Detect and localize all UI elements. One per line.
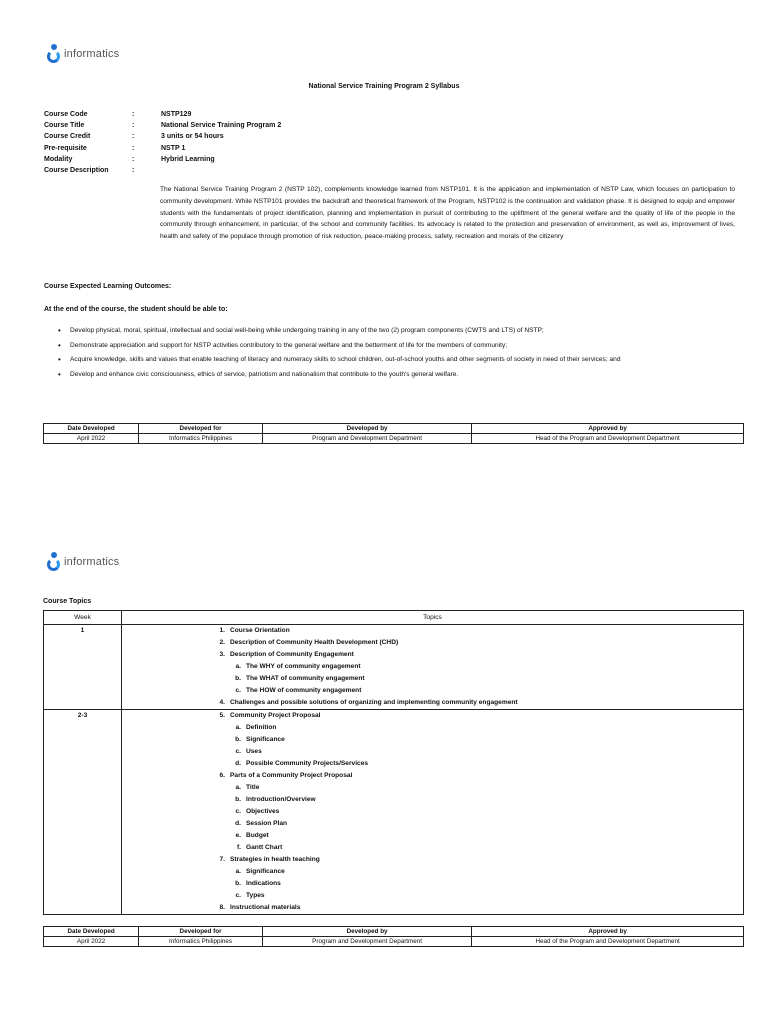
list-item-text: Title <box>246 784 260 791</box>
informatics-logo <box>46 44 119 64</box>
list-item: • Acquire knowledge, skills and values that enable teaching of literacy and numeracy skills to school children, out-of-school youths and other segments of society in need of their services; and <box>56 354 736 366</box>
list-item-number: b. <box>235 675 241 682</box>
info-colon: : <box>132 155 135 163</box>
informatics-logo-icon <box>46 44 62 64</box>
course-info-row <box>44 165 281 176</box>
table-cell: April 2022 <box>44 434 139 444</box>
list-item-number: 7. <box>219 856 225 863</box>
table-cell: Head of the Program and Development Department <box>472 937 744 947</box>
list-item-number: 5. <box>219 712 225 719</box>
table-header: Date Developed <box>44 424 139 434</box>
list-item-text: Budget <box>246 832 269 839</box>
list-item <box>214 854 743 866</box>
info-value: NSTP129 <box>161 111 192 119</box>
table-header: Approved by <box>472 927 744 937</box>
table-header: Developed by <box>262 424 471 434</box>
list-item-number: 8. <box>219 904 225 911</box>
info-label: Course Description <box>44 167 109 175</box>
list-item-text: Significance <box>246 868 285 875</box>
course-info-row <box>44 120 281 131</box>
list-item-number: 3. <box>219 651 225 658</box>
topics-title: Course Topics <box>43 598 92 605</box>
list-item-text: Instructional materials <box>230 904 301 911</box>
informatics-logo <box>46 552 119 572</box>
list-item-number: 1. <box>219 627 225 634</box>
logo-text: informatics <box>64 556 120 568</box>
list-item-number: 4. <box>219 699 225 706</box>
table-cell: Program and Development Department <box>262 434 471 444</box>
list-item <box>214 878 743 890</box>
list-item-number: c. <box>235 892 241 899</box>
table-header: Developed for <box>139 424 263 434</box>
table-cell: Informatics Philippines <box>139 937 263 947</box>
list-item-text: Gantt Chart <box>246 844 283 851</box>
list-item-text: Course Orientation <box>230 627 290 634</box>
list-item-text: Objectives <box>246 808 280 815</box>
table-cell: Informatics Philippines <box>139 434 263 444</box>
table-header: Week <box>44 611 122 625</box>
list-item-text: Indications <box>246 880 281 887</box>
list-item-text: Description of Community Engagement <box>230 651 354 658</box>
info-label: Course Title <box>44 122 85 130</box>
list-item-number: c. <box>235 808 241 815</box>
list-item <box>214 866 743 878</box>
list-item-number: a. <box>235 868 241 875</box>
table-header: Topics <box>122 611 744 625</box>
course-description: The National Service Training Program 2 (NSTP 102), complements knowledge learned from NSTP101. It is the application and implementation of NSTP Law, which focuses on participation to community development. While NSTP101 provides the backdraft and theoretical framework of the Program, NSTP102 is the continuation and validation phase. It is designed to equip and empower students with the fundamentals of project identification, planning and implementation in pursuit of contributing to the upliftment of the general welfare and the quality of life of the people in the community through enhancement, in particular, of the school and community facilities. Its advocacy is related to the protection and preservation of environment, as well as, improvement of lives, health and safety of the populace through promotion of risk reduction, peace-making process, safety, recreation and morals of the citizenry <box>160 186 735 241</box>
topics-cell <box>122 710 744 915</box>
list-item <box>214 722 743 734</box>
outcomes-title: Course Expected Learning Outcomes: <box>44 283 172 290</box>
list-item <box>214 806 743 818</box>
outcomes-intro: At the end of the course, the student should be able to: <box>44 306 228 313</box>
week-cell: 1 <box>44 625 122 710</box>
list-item <box>214 661 743 673</box>
list-item: • Demonstrate appreciation and support for NSTP activities contributory to the general welfare and the betterment of life for the members of community; <box>56 340 736 352</box>
table-cell: Program and Development Department <box>262 937 471 947</box>
table-row <box>44 937 744 947</box>
table-header: Approved by <box>472 424 744 434</box>
list-item-number: c. <box>235 687 241 694</box>
list-item-text: Significance <box>246 736 285 743</box>
info-label: Course Code <box>44 111 88 119</box>
list-item-number: c. <box>235 748 241 755</box>
list-item <box>214 890 743 902</box>
list-item <box>214 673 743 685</box>
list-item <box>214 746 743 758</box>
course-info-row <box>44 131 281 142</box>
course-info-row <box>44 109 281 120</box>
list-item-number: d. <box>235 760 241 767</box>
info-label: Course Credit <box>44 133 91 141</box>
list-item <box>214 794 743 806</box>
table-header-row <box>44 424 744 434</box>
list-item <box>214 734 743 746</box>
table-row <box>44 710 744 915</box>
list-item-text: Challenges and possible solutions of organizing and implementing community engagement <box>230 699 518 706</box>
list-item <box>214 697 743 709</box>
list-item-text: Possible Community Projects/Services <box>246 760 369 767</box>
table-cell: Head of the Program and Development Department <box>472 434 744 444</box>
list-item-number: f. <box>236 844 241 851</box>
list-item-number: b. <box>235 736 241 743</box>
info-label: Pre-requisite <box>44 144 87 152</box>
list-item <box>214 710 743 722</box>
info-colon: : <box>132 167 135 175</box>
info-colon: : <box>132 133 135 141</box>
list-item: • Develop and enhance civic consciousness, ethics of service, patriotism and nationalism that contribute to the youth's general welfare. <box>56 369 736 381</box>
info-colon: : <box>132 144 135 152</box>
table-row <box>44 625 744 710</box>
info-value: NSTP 1 <box>161 144 186 152</box>
list-item-text: Introduction/Overview <box>246 796 316 803</box>
course-info-row <box>44 143 281 154</box>
list-item-number: d. <box>235 820 241 827</box>
list-item-number: b. <box>235 880 241 887</box>
list-item-text: Description of Community Health Development (CHD) <box>230 639 399 646</box>
course-topics-table <box>43 610 744 915</box>
course-info-row <box>44 154 281 165</box>
list-item <box>214 818 743 830</box>
table-row <box>44 434 744 444</box>
logo-text: informatics <box>64 48 120 60</box>
list-item-number: 6. <box>219 772 225 779</box>
list-item <box>214 685 743 697</box>
list-item-text: Uses <box>246 748 262 755</box>
list-item-number: a. <box>235 663 241 670</box>
info-colon: : <box>132 111 135 119</box>
list-item-text: Community Project Proposal <box>230 712 321 719</box>
list-item <box>214 842 743 854</box>
table-header: Developed by <box>262 927 471 937</box>
list-item-number: 2. <box>219 639 225 646</box>
list-item <box>214 830 743 842</box>
list-item-text: The WHAT of community engagement <box>246 675 365 682</box>
list-item-number: e. <box>235 832 241 839</box>
info-value: Hybrid Learning <box>161 155 215 163</box>
week-cell: 2-3 <box>44 710 122 915</box>
informatics-logo-icon <box>46 552 62 572</box>
topics-cell <box>122 625 744 710</box>
outcomes-list <box>56 325 736 383</box>
list-item <box>214 625 743 637</box>
list-item-number: b. <box>235 796 241 803</box>
list-item-text: The HOW of community engagement <box>246 687 362 694</box>
document-meta-table <box>43 423 744 444</box>
list-item-text: The WHY of community engagement <box>246 663 361 670</box>
info-value: National Service Training Program 2 <box>161 122 282 130</box>
info-label: Modality <box>44 155 73 163</box>
list-item <box>214 758 743 770</box>
list-item-text: Definition <box>246 724 277 731</box>
table-header: Date Developed <box>44 927 139 937</box>
list-item-text: Parts of a Community Project Proposal <box>230 772 353 779</box>
topics-list <box>122 625 743 709</box>
list-item <box>214 902 743 914</box>
list-item <box>214 770 743 782</box>
list-item <box>214 649 743 661</box>
list-item: • Develop physical, moral, spiritual, intellectual and social well-being while undergoing training in any of the two (2) program components (CWTS and LTS) of NSTP; <box>56 325 736 337</box>
topics-list <box>122 710 743 914</box>
document-meta-table <box>43 926 744 947</box>
table-header-row <box>44 611 744 625</box>
list-item-number: a. <box>235 784 241 791</box>
info-colon: : <box>132 122 135 130</box>
course-info <box>44 109 281 176</box>
info-value: 3 units or 54 hours <box>161 133 224 141</box>
list-item-text: Session Plan <box>246 820 288 827</box>
table-header-row <box>44 927 744 937</box>
table-cell: April 2022 <box>44 937 139 947</box>
list-item <box>214 637 743 649</box>
document-title: National Service Training Program 2 Syllabus <box>308 83 460 90</box>
table-header: Developed for <box>139 927 263 937</box>
list-item <box>214 782 743 794</box>
list-item-text: Strategies in health teaching <box>230 856 320 863</box>
list-item-number: a. <box>235 724 241 731</box>
list-item-text: Types <box>246 892 265 899</box>
